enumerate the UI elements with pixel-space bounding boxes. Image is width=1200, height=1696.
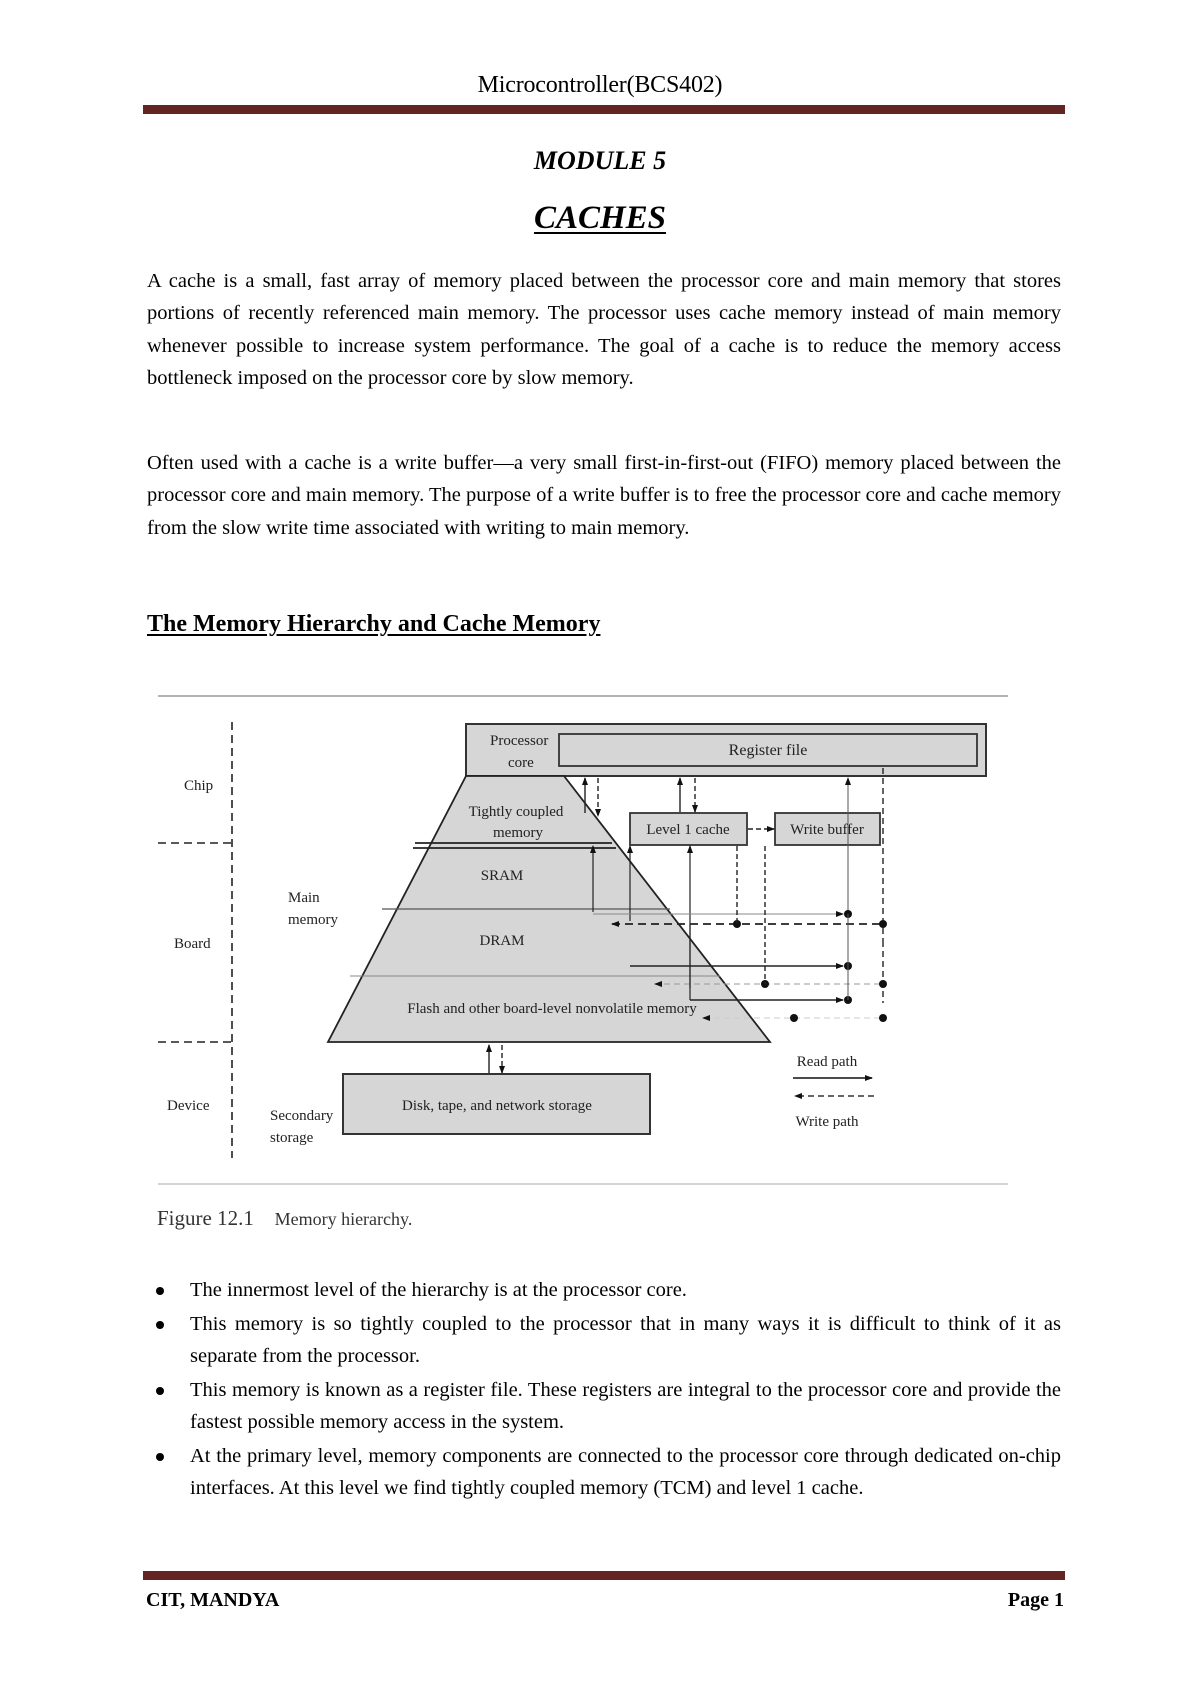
bullet-icon — [156, 1321, 164, 1329]
sram-label: SRAM — [480, 868, 524, 884]
footer-institution: CIT, MANDYA — [146, 1589, 280, 1611]
secondary-storage-label-line1: Secondary — [270, 1108, 334, 1124]
running-header-title: Microcontroller(BCS402) — [477, 72, 723, 98]
processor-core-label-line1: Processor — [490, 733, 549, 749]
footer-page-number: Page 1 — [1007, 1589, 1064, 1611]
bullet-icon — [156, 1453, 164, 1461]
figure-caption-text: Memory hierarchy. — [274, 1209, 413, 1229]
list-item: The innermost level of the hierarchy is at the processor core. — [147, 1274, 1061, 1307]
legend-write-path-label: Write path — [795, 1114, 859, 1130]
disk-storage-label: Disk, tape, and network storage — [402, 1098, 592, 1114]
secondary-storage-label-line2: storage — [270, 1130, 314, 1146]
level-label-device: Device — [167, 1098, 210, 1114]
footer-rule — [143, 1571, 1065, 1580]
write-buffer-label: Write buffer — [790, 822, 864, 838]
bullet-icon — [156, 1387, 164, 1395]
write-buffer-paragraph: Often used with a cache is a write buffer—a very small first-in-first-out (FIFO) memory placed between the processor core and main memory. The purpose of a write buffer is to free the processor core and cache memory from the slow write time associated with writing to main memory. — [147, 452, 1061, 539]
bullet-list — [147, 1274, 1061, 1506]
tcm-label-line2: memory — [493, 825, 543, 841]
main-memory-label-line2: memory — [288, 912, 338, 928]
level-label-board: Board — [174, 936, 211, 952]
tcm-label-line1: Tightly coupled — [468, 804, 564, 820]
intro-paragraph: A cache is a small, fast array of memory placed between the processor core and main memory that stores portions of recently referenced main memory. The processor uses cache memory instead of main memory whenever possible to increase system performance. The goal of a cache is to reduce the memory access bottleneck imposed on the processor core by slow memory. — [147, 270, 1061, 389]
processor-core-label-line2: core — [508, 755, 534, 771]
memory-hierarchy-figure — [150, 688, 1010, 1188]
legend-read-path-label: Read path — [796, 1054, 858, 1070]
figure-caption — [157, 1206, 412, 1231]
flash-label: Flash and other board-level nonvolatile memory — [407, 1001, 697, 1017]
module-label: MODULE 5 — [533, 146, 667, 175]
dram-label: DRAM — [479, 933, 525, 949]
register-file-label: Register file — [728, 742, 808, 759]
level-label-chip: Chip — [184, 778, 214, 794]
header-rule — [143, 105, 1065, 114]
list-item: This memory is known as a register file. These registers are integral to the processor core and provide the fastest possible memory access in the system. — [147, 1374, 1061, 1439]
list-item: At the primary level, memory components are connected to the processor core through dedicated on-chip interfaces. At this level we find tightly coupled memory (TCM) and level 1 cache. — [147, 1440, 1061, 1505]
level1-cache-label: Level 1 cache — [646, 822, 730, 838]
figure-caption-number: Figure 12.1 — [157, 1206, 254, 1230]
list-item: This memory is so tightly coupled to the processor that in many ways it is difficult to think of it as separate from the processor. — [147, 1308, 1061, 1373]
chapter-title: CACHES — [533, 200, 667, 236]
section-heading: The Memory Hierarchy and Cache Memory — [147, 611, 601, 637]
main-memory-label-line1: Main — [288, 890, 320, 906]
bullet-icon — [156, 1287, 164, 1295]
